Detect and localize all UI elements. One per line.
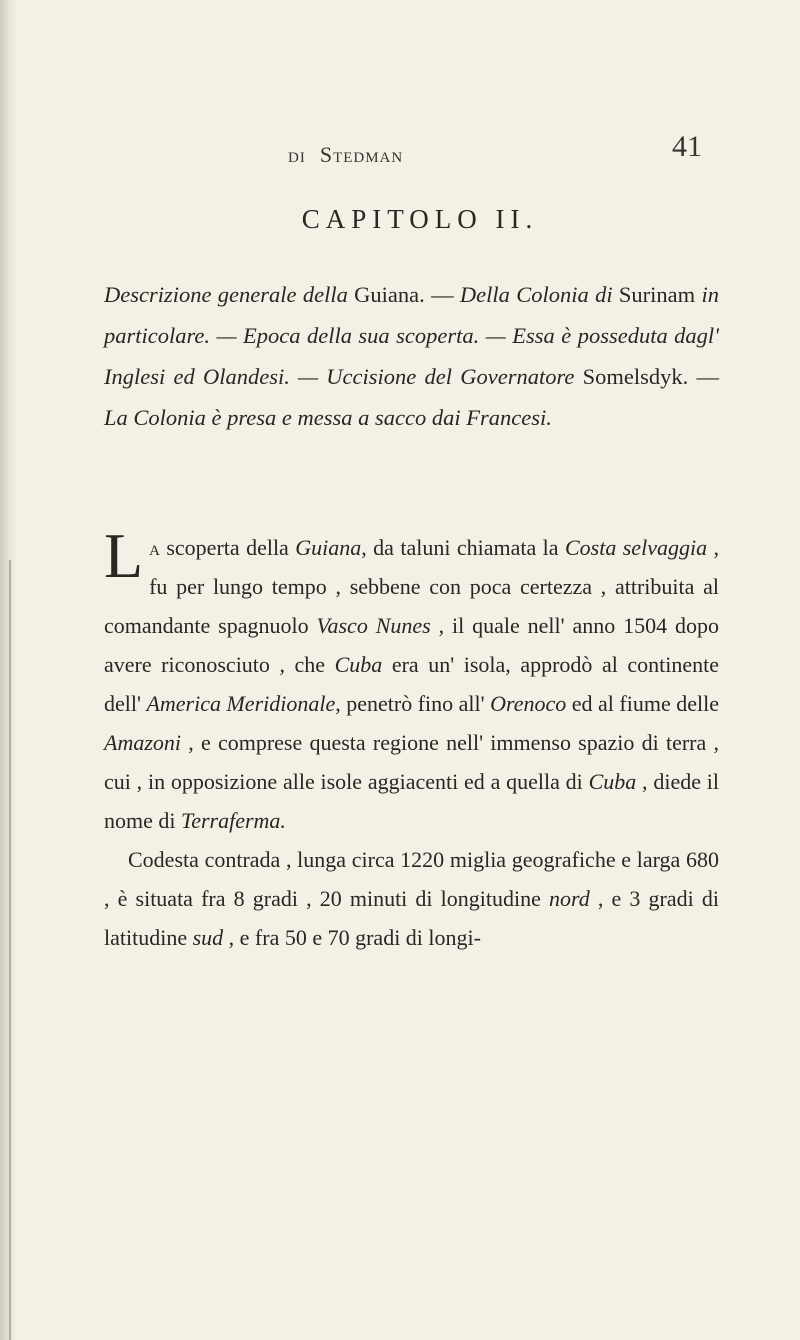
paragraph-1-segment: , penetrò fino all' — [335, 691, 491, 716]
summary-segment: Guiana. — — [347, 282, 460, 307]
paragraph-1-segment: ed al fiume delle — [566, 691, 719, 716]
summary-segment: in particolare. — Epoca della sua scoperta. — Essa è posseduta dagl' Inglesi ed Olandesi. — Uccisione del Governatore — [104, 282, 719, 389]
page-edge-line — [9, 560, 11, 1340]
paragraph-2-segment: Codesta contrada , lunga circa 1220 miglia geografiche e larga 680 , è situata fra 8 gradi , 20 minuti di longitudine — [104, 847, 719, 911]
summary-segment: Descrizione generale della — [104, 282, 348, 307]
paragraph-1-segment: , diede il nome di — [104, 769, 719, 833]
paragraph-2 — [104, 840, 719, 957]
paragraph-1-segment: era un' isola, approdò al continente dell' — [104, 652, 720, 716]
paragraph-1-segment: Guiana — [295, 535, 362, 560]
paragraph-1-segment: scoperta della — [166, 535, 296, 560]
paragraph-1-segment: , e comprese questa regione nell' immenso spazio di terra , cui , in opposizione alle isole aggiacenti ed a quella di — [104, 730, 719, 794]
paragraph-2-segment: , e fra 50 e 70 gradi di longi- — [223, 925, 481, 950]
paragraph-1-segment: Terraferma. — [181, 808, 286, 833]
running-head-author: Stedman — [319, 142, 404, 167]
paragraph-1-segment: , il quale nell' anno 1504 dopo avere riconosciuto , che — [104, 613, 719, 677]
paragraph-1-segment: Vasco Nunes — [316, 613, 431, 638]
paragraph-1-segment: , da taluni chiamata la — [361, 535, 565, 560]
summary-segment: Della Colonia di — [459, 282, 613, 307]
drop-cap: L — [104, 520, 144, 591]
paragraph-1-segment: , fu per lungo tempo , sebbene con poca certezza , attribuita al comandante spagnuolo — [104, 535, 719, 638]
chapter-summary — [104, 274, 719, 438]
paragraph-2-segment: , e 3 gradi di latitudine — [104, 886, 719, 950]
drop-cap-continuation: a — [149, 535, 160, 560]
paragraph-2-segment: nord — [549, 886, 590, 911]
summary-segment: Somelsdyk. — — [574, 364, 719, 389]
paragraph-1 — [104, 520, 720, 840]
body-text — [104, 520, 720, 957]
paragraph-1-segment: Costa selvaggia — [564, 535, 708, 560]
paragraph-1-segment: Orenoco — [490, 691, 567, 716]
running-head — [288, 142, 403, 168]
paragraph-1-segment: Amazoni — [104, 730, 181, 755]
page-number: 41 — [672, 130, 702, 163]
chapter-title: CAPITOLO II. — [301, 204, 539, 234]
paragraph-2-segment: sud — [192, 925, 224, 950]
paragraph-1-segment: America Meridionale — [146, 691, 336, 716]
summary-segment: La Colonia è presa e messa a sacco dai Francesi. — [104, 405, 552, 430]
paragraph-1-segment: Cuba — [588, 769, 637, 794]
summary-segment: Surinam — [612, 282, 702, 307]
running-head-prefix: DI — [288, 150, 306, 166]
paragraph-1-segment: Cuba — [334, 652, 383, 677]
